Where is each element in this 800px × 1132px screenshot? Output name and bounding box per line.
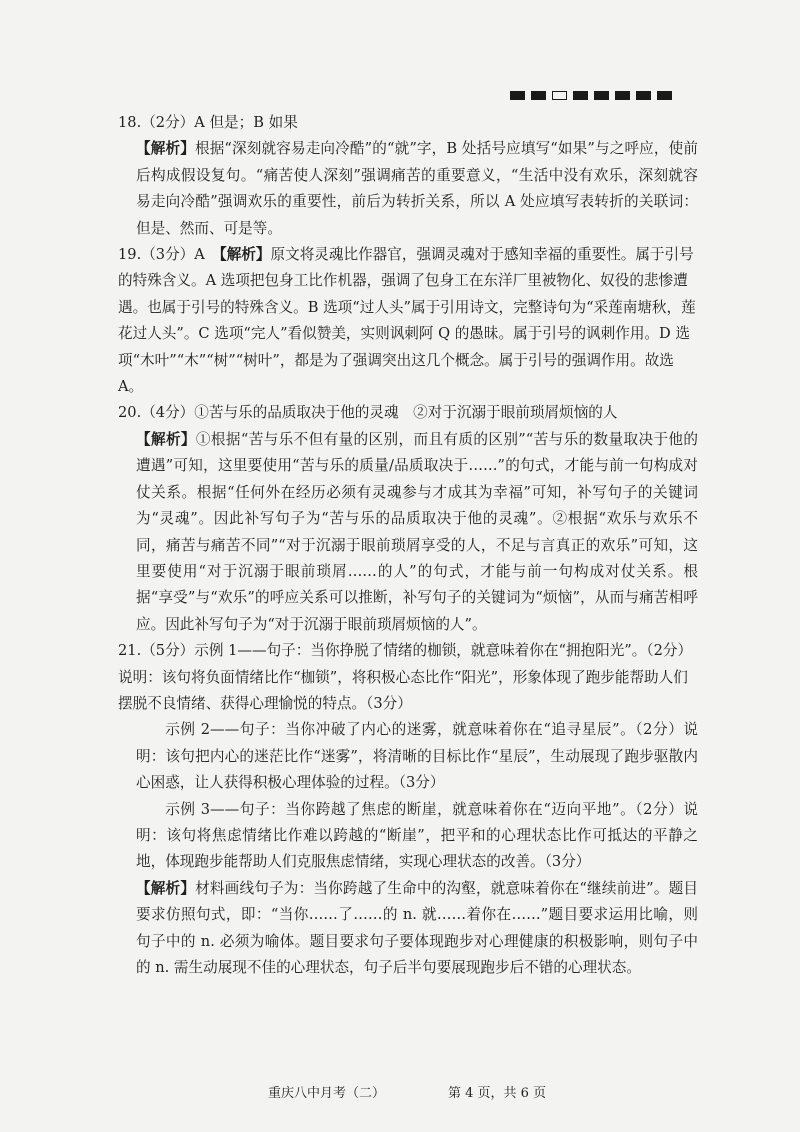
question-19: [118, 242, 698, 400]
footer-exam-name: 重庆八中月考（二）: [268, 1086, 386, 1101]
q20-answer: 20.（4分）①苦与乐的品质取决于他的灵魂 ②对于沉溺于眼前琐屑烦恼的人: [118, 404, 618, 422]
q18-analysis: [118, 136, 698, 242]
question-21: [118, 638, 698, 981]
q18-answer: 18.（2分）A 但是；B 如果: [118, 114, 298, 131]
q21-analysis-text: 材料画线句子为：当你跨越了生命中的沟壑，就意味着你在“继续前进”。题目要求仿照句式，即：“当你……了……的 n. 就……着你在……”题目要求运用比喻，则句子中的 n. 必须为喻体。题目要求句子要体现跑步对心理健康的积极影响，则句子中的 n. 需生动展现不佳的心理状态，句子后半句要展现跑步后不错的心理状态。: [136, 879, 698, 976]
header-mark: [510, 91, 525, 100]
analysis-tag: 【解析】: [219, 246, 271, 264]
header-mark: [636, 91, 651, 100]
footer-page-number: 第 4 页，共 6 页: [448, 1086, 547, 1101]
answer-content: [118, 110, 698, 981]
q19-analysis-text: 原文将灵魂比作器官，强调灵魂对于感知幸福的重要性。属于引号的特殊含义。A 选项把包身工比作机器，强调了包身工在东洋厂里被物化、奴役的悲惨遭遇。也属于引号的特殊含义。B 选项“过人头”属于引用诗文，完整诗句为“采莲南塘秋，莲花过人头”。C 选项“完人”看似赞美，实则讽刺阿 Q 的愚昧。属于引号的讽刺作用。D 选项“木叶”“木”“树”“树叶”，都是为了强调突出这几个概念。属于引号的强调作用。故选 A。: [118, 246, 696, 396]
q20-analysis-text: ①根据“苦与乐不但有量的区别，而且有质的区别”“苦与乐的数量取决于他的遭遇”可知，这里要使用“苦与乐的质量/品质取决于……”的句式，才能与前一句构成对仗关系。根据“任何外在经历必须有灵魂参与才成其为幸福”可知，补写句子的关键词为“灵魂”。因此补写句子为“苦与乐的品质取决于他的灵魂”。②根据“欢乐与欢乐不同，痛苦与痛苦不同”“对于沉溺于眼前琐屑享受的人，不足与言真正的欢乐”可知，这里要使用“对于沉溺于眼前琐屑……的人”的句式，才能与前一句构成对仗关系。根据“享受”与“欢乐”的呼应关系可以推断，补写句子的关键词为“烦恼”，从而与痛苦相呼应。因此补写句子为“对于沉溺于眼前琐屑烦恼的人”。: [136, 430, 698, 633]
question-20: [118, 400, 698, 638]
q18-analysis-text: 根据“深刻就容易走向冷酷”的“就”字，B 处括号应填写“如果”与之呼应，使前后构成假设复句。“痛苦使人深刻”强调痛苦的重要意义，“生活中没有欢乐，深刻就容易走向冷酷”强调欢乐的重要性，前后为转折关系，所以 A 处应填写表转折的关联词：但是、然而、可是等。: [136, 140, 698, 237]
analysis-tag: 【解析】: [136, 140, 195, 158]
q21-example-1: 21.（5分）示例 1——句子：当你挣脱了情绪的枷锁，就意味着你在“拥抱阳光”。（2分）说明：该句将负面情绪比作“枷锁”，将积极心态比作“阳光”，形象体现了跑步能帮助人们摆脱不良情绪、获得心理愉悦的特点。（3分）: [118, 642, 693, 712]
header-mark: [573, 91, 588, 100]
analysis-tag: 【解析】: [136, 879, 196, 897]
header-mark: [615, 91, 630, 100]
header-mark: [531, 91, 546, 100]
header-marks: [510, 91, 672, 100]
q19-answer: [118, 242, 698, 400]
header-mark: [594, 91, 609, 100]
analysis-tag: 【解析】: [136, 430, 196, 448]
q21-example-3: 示例 3——句子：当你跨越了焦虑的断崖，就意味着你在“迈向平地”。（2分）说明：该句将焦虑情绪比作难以跨越的“断崖”，把平和的心理状态比作可抵达的平静之地，体现跑步能帮助人们克服焦虑情绪，实现心理状态的改善。（3分）: [136, 800, 698, 871]
q20-analysis: [118, 427, 698, 638]
header-mark-hollow: [552, 91, 567, 100]
question-18: [118, 110, 698, 242]
q21-analysis: [118, 876, 698, 982]
header-mark: [657, 91, 672, 100]
q19-head: 19.（3分）A: [118, 246, 205, 264]
q21-example-2: 示例 2——句子：当你冲破了内心的迷雾，就意味着你在“追寻星辰”。（2分）说明：该句把内心的迷茫比作“迷雾”，将清晰的目标比作“星辰”，生动展现了跑步驱散内心困惑，让人获得积极心理体验的过程。（3分）: [136, 721, 698, 792]
